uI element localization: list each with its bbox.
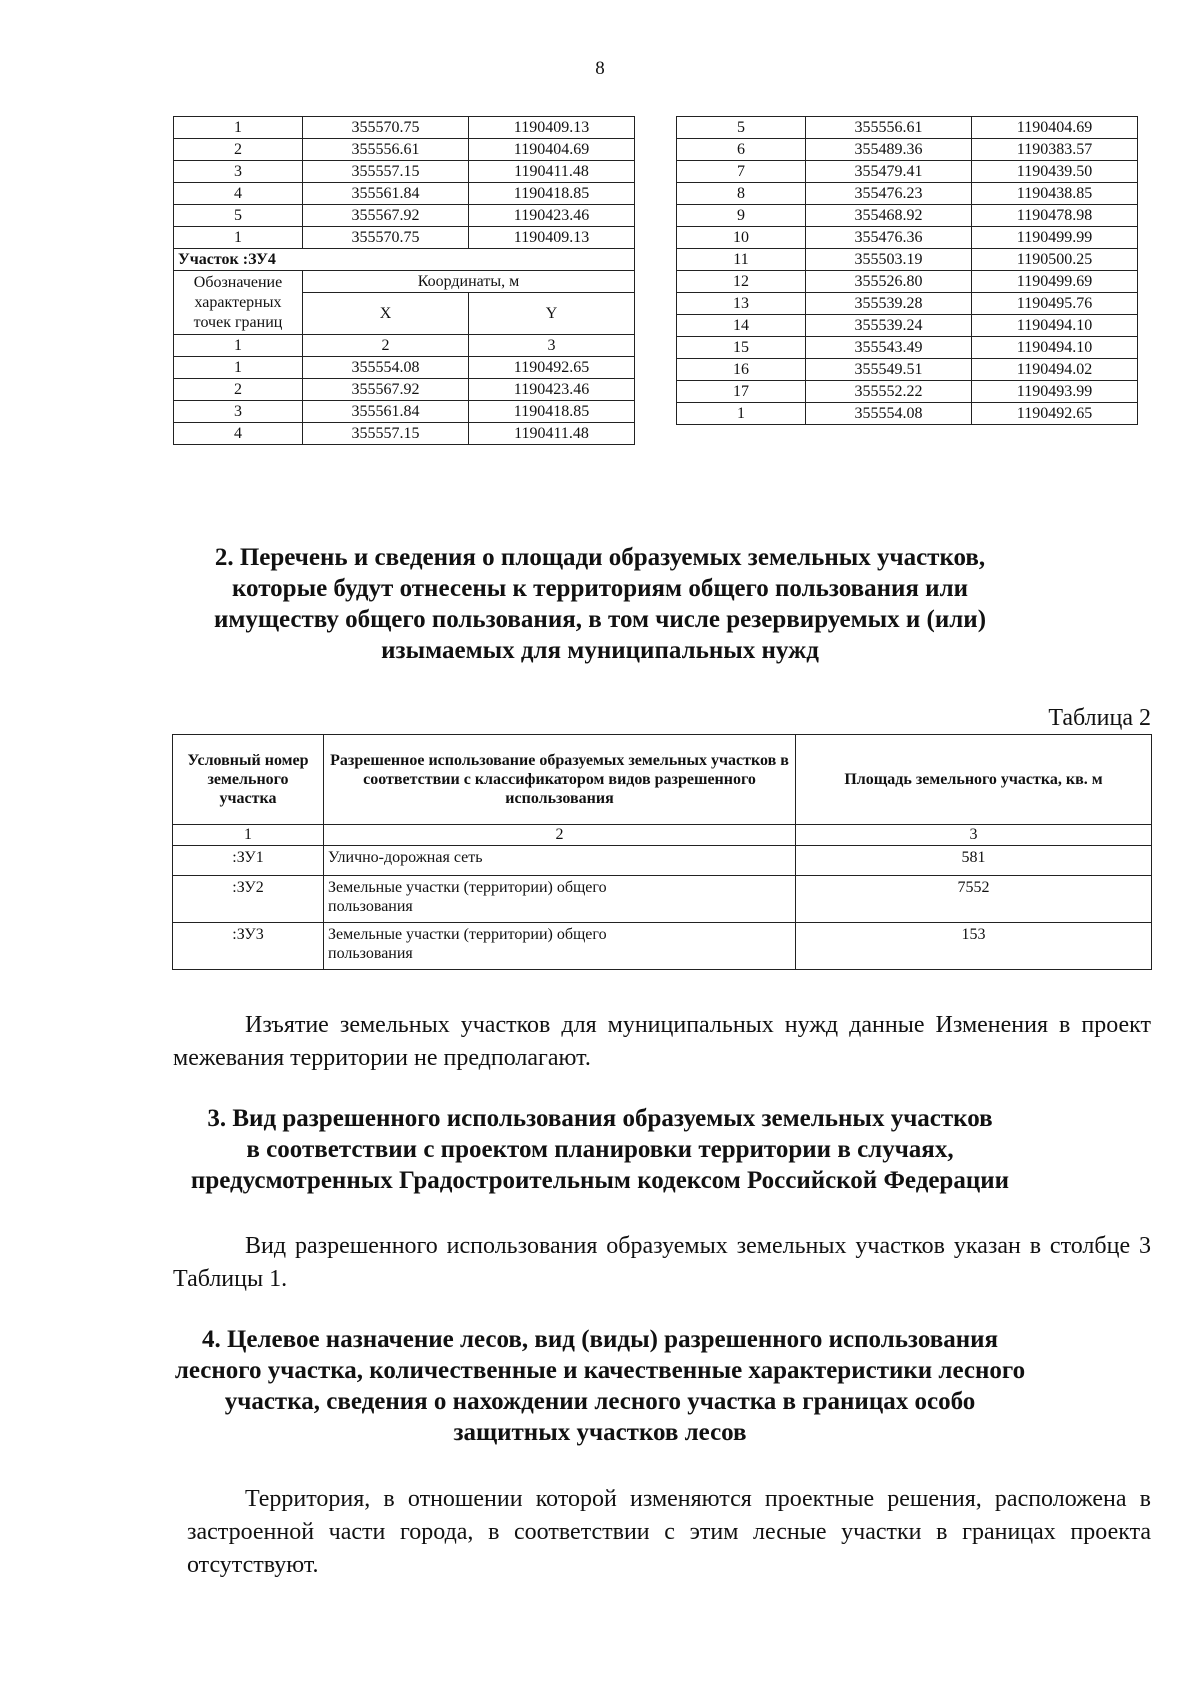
heading-line: которые будут отнесены к территориям общего пользования или: [231, 575, 969, 602]
permitted-use: Земельные участки (территории) общего пользования: [324, 923, 796, 970]
heading-line: лесного участка, количественные и качественные характеристики лесного: [174, 1357, 1026, 1384]
heading-line: 4. Целевое назначение лесов, вид (виды) разрешенного использования: [201, 1326, 999, 1353]
y-coordinate: 1190411.48: [469, 161, 635, 183]
point-number: 10: [677, 227, 806, 249]
column-number: 3: [469, 335, 635, 357]
column-number: 2: [303, 335, 469, 357]
table-row: [174, 117, 635, 139]
table-row: [173, 876, 1152, 923]
point-number: 7: [677, 161, 806, 183]
section-2-paragraph: [173, 1009, 1151, 1075]
point-number: 11: [677, 249, 806, 271]
point-number: 13: [677, 293, 806, 315]
x-coordinate: 355556.61: [806, 117, 972, 139]
heading-line: 2. Перечень и сведения о площади образуемых земельных участков,: [214, 544, 986, 571]
point-number: 3: [174, 401, 303, 423]
coordinates-rows-bottom: [174, 357, 635, 445]
x-coordinate: 355554.08: [303, 357, 469, 379]
x-coordinate: 355556.61: [303, 139, 469, 161]
y-coordinate: 1190499.69: [972, 271, 1138, 293]
table-2: [172, 734, 1152, 970]
y-coordinate: 1190418.85: [469, 401, 635, 423]
x-coordinate: 355476.36: [806, 227, 972, 249]
table-row: [677, 381, 1138, 403]
point-number: 14: [677, 315, 806, 337]
y-coordinate: 1190494.10: [972, 315, 1138, 337]
page-number: 8: [595, 58, 605, 79]
y-coordinate: 1190423.46: [469, 205, 635, 227]
x-coordinate: 355570.75: [303, 117, 469, 139]
column-number: 2: [324, 825, 796, 846]
x-coordinate: 355468.92: [806, 205, 972, 227]
y-coordinate: 1190492.65: [972, 403, 1138, 425]
table-row: [174, 183, 635, 205]
x-coordinate: 355557.15: [303, 161, 469, 183]
x-coordinate: 355479.41: [806, 161, 972, 183]
parcel-number: :ЗУ3: [173, 923, 324, 970]
table-row: [677, 359, 1138, 381]
x-coordinate: 355552.22: [806, 381, 972, 403]
table-row: [174, 423, 635, 445]
y-coordinate: 1190404.69: [972, 117, 1138, 139]
y-coordinate: 1190494.02: [972, 359, 1138, 381]
table-row: [677, 227, 1138, 249]
table-row: [677, 315, 1138, 337]
table-row: [174, 139, 635, 161]
table-row: [677, 403, 1138, 425]
parcel-number: :ЗУ2: [173, 876, 324, 923]
table-row: [677, 249, 1138, 271]
section-2-heading: [0, 542, 1200, 666]
y-coordinate: 1190418.85: [469, 183, 635, 205]
point-number: 15: [677, 337, 806, 359]
parcel-number: :ЗУ1: [173, 846, 324, 876]
point-number: 6: [677, 139, 806, 161]
section-4-heading: [0, 1324, 1200, 1448]
coordinates-rows: [677, 117, 1138, 425]
table-row: [677, 293, 1138, 315]
point-number: 8: [677, 183, 806, 205]
table-row: [174, 401, 635, 423]
point-number: 2: [174, 379, 303, 401]
designation-header: Обозначение характерных точек границ: [174, 271, 303, 335]
coordinates-header: Координаты, м: [303, 271, 635, 293]
permitted-use: Земельные участки (территории) общего пользования: [324, 876, 796, 923]
x-coordinate: 355567.92: [303, 205, 469, 227]
y-coordinate: 1190478.98: [972, 205, 1138, 227]
section-label: Участок :ЗУ4: [174, 249, 635, 271]
point-number: 4: [174, 423, 303, 445]
y-coordinate: 1190500.25: [972, 249, 1138, 271]
x-coordinate: 355570.75: [303, 227, 469, 249]
table-row: [174, 205, 635, 227]
point-number: 3: [174, 161, 303, 183]
table-row: [677, 337, 1138, 359]
table-row: [174, 161, 635, 183]
y-coordinate: 1190438.85: [972, 183, 1138, 205]
table-row: [677, 161, 1138, 183]
section-header-zu4: [174, 249, 635, 357]
table-row: [677, 271, 1138, 293]
x-coordinate: 355503.19: [806, 249, 972, 271]
x-coordinate: 355476.23: [806, 183, 972, 205]
section-4-paragraph: [187, 1483, 1151, 1582]
x-coordinate: 355561.84: [303, 401, 469, 423]
y-coordinate: 1190495.76: [972, 293, 1138, 315]
parcel-area: 7552: [796, 876, 1152, 923]
paragraph-text: Изъятие земельных участков для муниципальных нужд данные Изменения в проект межевания территории не предполагают.: [173, 1012, 1151, 1071]
y-coordinate: 1190404.69: [469, 139, 635, 161]
point-number: 1: [174, 357, 303, 379]
paragraph-text: Территория, в отношении которой изменяются проектные решения, расположена в застроенной части города, в соответствии с этим лесные участки в границах проекта отсутствуют.: [187, 1486, 1151, 1578]
x-coordinate: 355554.08: [806, 403, 972, 425]
coordinates-table-right: [676, 116, 1138, 425]
table-row: [173, 923, 1152, 970]
x-coordinate: 355539.24: [806, 315, 972, 337]
y-coordinate: 1190423.46: [469, 379, 635, 401]
heading-line: имуществу общего пользования, в том числе резервируемых и (или): [213, 606, 987, 633]
y-coordinate: 1190411.48: [469, 423, 635, 445]
heading-line: предусмотренных Градостроительным кодексом Российской Федерации: [190, 1167, 1010, 1194]
table-row: [174, 357, 635, 379]
y-coordinate: 1190409.13: [469, 227, 635, 249]
column-number: 3: [796, 825, 1152, 846]
x-coordinate: 355489.36: [806, 139, 972, 161]
section-3-paragraph: [173, 1230, 1151, 1296]
heading-line: в соответствии с проектом планировки территории в случаях,: [246, 1136, 954, 1163]
parcel-area: 153: [796, 923, 1152, 970]
point-number: 9: [677, 205, 806, 227]
y-coordinate: 1190499.99: [972, 227, 1138, 249]
point-number: 12: [677, 271, 806, 293]
point-number: 5: [174, 205, 303, 227]
table-row: [677, 205, 1138, 227]
y-header: Y: [469, 293, 635, 335]
x-header: X: [303, 293, 469, 335]
column-number: 1: [174, 335, 303, 357]
table-row: [174, 227, 635, 249]
column-number: 1: [173, 825, 324, 846]
x-coordinate: 355561.84: [303, 183, 469, 205]
parcel-number-header: Условный номер земельного участка: [173, 735, 324, 825]
permitted-use-header: Разрешенное использование образуемых земельных участков в соответствии с классификатором видов разрешенного использования: [324, 735, 796, 825]
x-coordinate: 355539.28: [806, 293, 972, 315]
point-number: 2: [174, 139, 303, 161]
coordinates-table-left: [173, 116, 635, 445]
parcel-area: 581: [796, 846, 1152, 876]
table-row: [677, 139, 1138, 161]
heading-line: защитных участков лесов: [453, 1419, 747, 1446]
point-number: 16: [677, 359, 806, 381]
section-3-heading: [0, 1103, 1200, 1196]
y-coordinate: 1190493.99: [972, 381, 1138, 403]
table-row: [677, 183, 1138, 205]
point-number: 5: [677, 117, 806, 139]
permitted-use: Улично-дорожная сеть: [324, 846, 796, 876]
table-row: [174, 379, 635, 401]
table-row: [677, 117, 1138, 139]
point-number: 4: [174, 183, 303, 205]
coordinates-rows-top: [174, 117, 635, 249]
heading-line: изымаемых для муниципальных нужд: [381, 637, 819, 664]
table-2-caption: Таблица 2: [1048, 705, 1151, 731]
y-coordinate: 1190439.50: [972, 161, 1138, 183]
y-coordinate: 1190492.65: [469, 357, 635, 379]
x-coordinate: 355567.92: [303, 379, 469, 401]
point-number: 17: [677, 381, 806, 403]
y-coordinate: 1190409.13: [469, 117, 635, 139]
y-coordinate: 1190383.57: [972, 139, 1138, 161]
x-coordinate: 355557.15: [303, 423, 469, 445]
heading-line: 3. Вид разрешенного использования образуемых земельных участков: [207, 1105, 993, 1132]
x-coordinate: 355526.80: [806, 271, 972, 293]
x-coordinate: 355549.51: [806, 359, 972, 381]
point-number: 1: [174, 117, 303, 139]
heading-line: участка, сведения о нахождении лесного участка в границах особо: [224, 1388, 976, 1415]
x-coordinate: 355543.49: [806, 337, 972, 359]
area-header: Площадь земельного участка, кв. м: [796, 735, 1152, 825]
table-row: [173, 846, 1152, 876]
y-coordinate: 1190494.10: [972, 337, 1138, 359]
paragraph-text: Вид разрешенного использования образуемых земельных участков указан в столбце 3 Таблицы 1.: [173, 1233, 1151, 1292]
point-number: 1: [677, 403, 806, 425]
point-number: 1: [174, 227, 303, 249]
